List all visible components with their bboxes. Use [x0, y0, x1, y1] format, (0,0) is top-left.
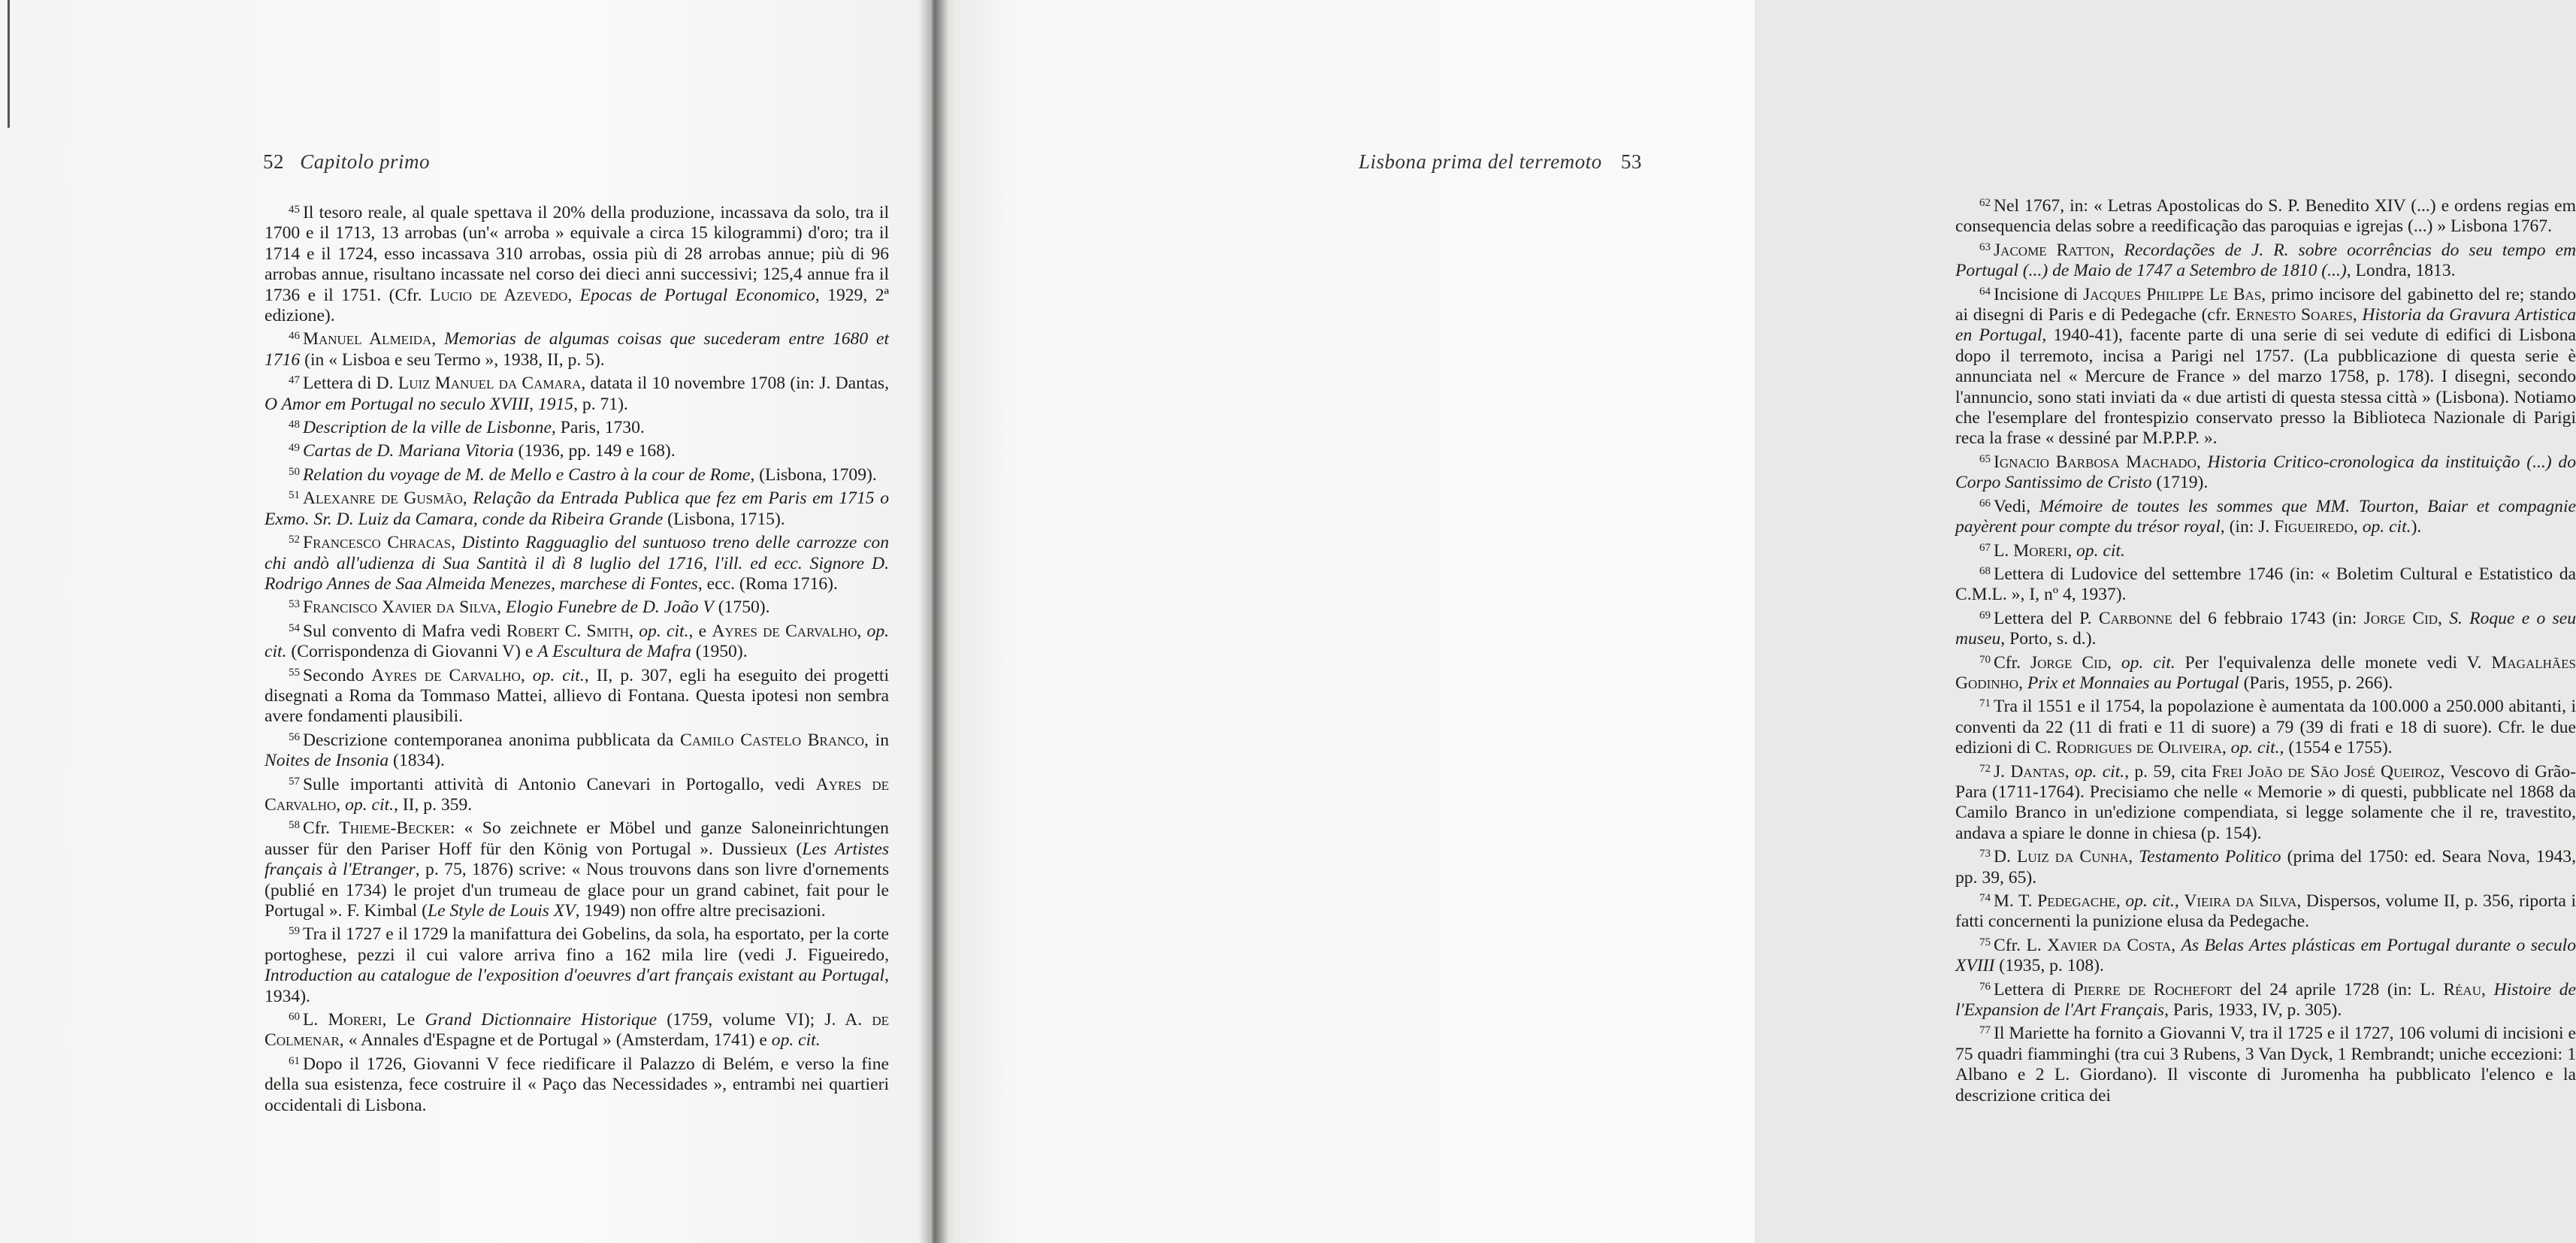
footnote [265, 618, 889, 663]
footnote-number: 71 [1979, 697, 1991, 710]
footnote-number: 52 [289, 534, 300, 546]
footnote [1955, 606, 2576, 650]
footnote-text: , 1940-41), facente parte di una serie di sei vedute di edifici di Lisbona dopo il terremoto, incisa a Parigi nel 1757. (La pubblicazione di questa serie è annunciata nel « Mercure de France » del marzo 1758, p. 178). I disegni, secondo l'annuncio, sono stati inviati da « due artisti di questa stessa città » (Lisbona). Notiamo che l'esemplare del frontespizio conservato presso la Biblioteca Nazionale di Parigi reca la frase « dessiné par M.P.P.P. ». [1955, 325, 2576, 449]
author-name: Jacques Philippe Le Bas [2083, 284, 2262, 304]
footnote [1955, 282, 2576, 449]
footnote-text: (1719). [2151, 473, 2209, 493]
footnote-text: , [462, 488, 473, 509]
footnote [265, 663, 889, 727]
footnote-number: 60 [289, 1011, 300, 1024]
footnote-text: , [2109, 240, 2124, 260]
footnote-text: (Paris, 1955, p. 266). [2239, 673, 2393, 693]
work-title: Noites de Insonia [265, 751, 389, 771]
author-name: Lucio de Azevedo [430, 285, 568, 305]
footnote-text: , [451, 533, 462, 553]
author-name: Moreri [328, 1010, 382, 1030]
footnote-text: , [629, 621, 639, 641]
footnote [265, 921, 889, 1007]
footnote-text: Secondo [303, 665, 372, 685]
footnote [1955, 494, 2576, 538]
footnote-number: 49 [289, 442, 300, 455]
footnote-text: Incisione di [1994, 284, 2084, 304]
footnote [265, 727, 889, 772]
author-name: Pedegache [2037, 891, 2116, 911]
work-title: op. cit. [265, 621, 890, 662]
work-title: Introduction au catalogue de l'exposition d'oeuvres d'art français existant au Portugal [265, 966, 885, 986]
footnote-text: , 1949) non offre altre precisazioni. [575, 901, 826, 921]
footnote-number: 48 [289, 419, 300, 431]
author-name: Ernesto Soares [2235, 305, 2353, 325]
work-title: Cartas de D. Mariana Vitoria [303, 441, 514, 461]
author-name: Thieme-Becker [339, 818, 450, 839]
footnote-text: , [2438, 608, 2450, 628]
author-name: Luiz da Cunha [2017, 847, 2129, 867]
footnote-text: Nel 1767, in: « Letras Apostolicas do S. P. Benedito XIV (...) e ordens regias em consequencia delas sobre a reedificação das paroquias e igrejas (...) » Lisbona 1767. [1955, 196, 2576, 237]
footnote-number: 55 [289, 666, 300, 679]
footnote-number: 76 [1979, 980, 1991, 993]
work-title: S. Roque e o seu museu [1955, 608, 2576, 649]
footnote-number: 65 [1979, 452, 1991, 465]
footnote [265, 1051, 889, 1116]
work-title: op. cit. [2125, 891, 2175, 911]
chapter-title: Capitolo primo [300, 150, 431, 173]
work-title: Recordações de J. R. sobre ocorrências do seu tempo em Portugal (...) de Maio de 1747 a Setembro de 1810 (...) [1955, 240, 2576, 281]
book-gutter [918, 0, 948, 1243]
author-name: Luiz Manuel da Camara [398, 374, 582, 394]
author-name: Robert C. Smith [506, 621, 630, 641]
footnote-text: , Vescovo di Grão-Para (1711-1764). Precisiamo che nelle « Memorie » di questi, pubblicate nel 1868 da Camilo Branco in un'edizione compendiata, si legge solamente che il re, travestito, andava a spiare le donne in chiesa (p. 154). [1955, 761, 2576, 843]
footnote-text: , [2174, 891, 2184, 911]
work-title: op. cit. [771, 1030, 821, 1051]
footnote-text: , p. 75, 1876) scrive: « Nous trouvons dans son livre d'ornements (publié en 1734) le projet d'un trumeau de glace pour un grand cabinet, fait pour le Portugal ». F. Kimbal ( [265, 860, 889, 921]
footnote-number: 45 [289, 204, 300, 216]
footnote [1955, 977, 2576, 1021]
footnote [265, 462, 889, 485]
work-title: Prix et Monnaies au Portugal [2027, 673, 2239, 693]
footnote-text: Sul convento di Mafra vedi [303, 621, 506, 641]
footnote-text: , [2067, 540, 2076, 561]
footnote-text: , Londra, 1813. [2346, 261, 2456, 281]
work-title: op. cit. [639, 621, 689, 641]
author-name: Jorge Cid [2363, 608, 2438, 628]
footnote-number: 74 [1979, 892, 1991, 904]
footnote-number: 63 [1979, 240, 1991, 253]
footnote-number: 68 [1979, 564, 1991, 577]
work-title: Memorias de algumas coisas que sucederam entre 1680 et 1716 [265, 329, 890, 370]
footnote [1955, 1021, 2576, 1106]
footnote [1955, 237, 2576, 282]
footnote-text: , [2128, 847, 2139, 867]
footnote [1955, 561, 2576, 606]
author-name: Francesco Chracas [303, 533, 452, 553]
footnote-number: 53 [289, 598, 300, 611]
footnote-text: del 6 febbraio 1743 (in: [2172, 608, 2364, 628]
work-title: op. cit. [2076, 540, 2125, 561]
footnote-text: Tra il 1727 e il 1729 la manifattura dei Gobelins, da sola, ha esportato, per la corte portoghese, pezzi il cui valore arriva fino a 162 mila lire (vedi J. Figueiredo, [265, 924, 889, 965]
footnote-text: , p. 59, cita [2124, 761, 2212, 782]
footnote-text: , [2353, 517, 2363, 537]
footnote-text: , [336, 794, 346, 815]
footnote-number: 70 [1979, 653, 1991, 666]
footnote-number: 69 [1979, 609, 1991, 622]
footnote-text: , Paris, 1730. [551, 418, 645, 438]
footnote [265, 370, 889, 415]
work-title: op. cit. [2230, 738, 2280, 758]
author-name: Moreri [2013, 540, 2068, 561]
footnote-text: , [2064, 761, 2075, 782]
footnote-text: (prima del 1750: ed. Seara Nova, 1943, pp. 39, 65). [1955, 847, 2576, 888]
footnote-text: , [497, 597, 506, 618]
footnote-text: , [2481, 979, 2494, 1000]
author-name: Carbonne [2098, 608, 2172, 628]
footnote [265, 438, 889, 461]
footnote-number: 59 [289, 925, 300, 938]
footnote-text: , e [688, 621, 712, 641]
footnote-text: (Lisbona, 1715). [663, 509, 785, 529]
footnote-text: , ecc. (Roma 1716). [697, 573, 838, 594]
author-name: Figueiredo [2274, 517, 2354, 537]
footnote-text: , [2196, 452, 2208, 472]
work-title: Histoire de l'Expansion de l'Art Français [1955, 979, 2576, 1021]
footnote-text: del 24 aprile 1728 (in: L. [2232, 979, 2444, 1000]
footnote-text: , [857, 621, 867, 641]
work-title: O Amor em Portugal no seculo XVIII, 1915 [265, 394, 574, 414]
footnote-text: , Dispersos, volume II, p. 356, riporta i fatti concernenti la punizione elusa da Pedegache. [1955, 891, 2576, 932]
page-number: 53 [1621, 150, 1642, 173]
author-name: Ayres de Carvalho [371, 665, 521, 685]
footnote [1955, 933, 2576, 977]
footnote-text: Vedi, [1994, 496, 2039, 516]
work-title: Description de la ville de Lisbonne [303, 418, 552, 438]
footnote [265, 815, 889, 921]
footnote-text: Descrizione contemporanea anonima pubblicata da [303, 730, 681, 750]
footnote-text: , [2221, 738, 2231, 758]
footnote [265, 1007, 889, 1051]
section-title: Lisbona prima del terremoto [1359, 150, 1602, 173]
footnote-text: J. [1994, 761, 2011, 782]
work-title: Historia Critico-cronologica da instituição (...) do Corpo Santissimo de Cristo [1955, 452, 2576, 493]
footnote [265, 485, 889, 530]
footnote-number: 58 [289, 819, 300, 832]
footnote-text: , (in: J. [2220, 517, 2275, 537]
footnote-text: , [2115, 891, 2126, 911]
footnote-text: M. T. [1994, 891, 2038, 911]
work-title: op. cit. [532, 665, 585, 685]
work-title: Les Artistes français à l'Etranger [265, 839, 890, 880]
work-title: Epocas de Portugal Economico [579, 285, 815, 305]
author-name: Réau [2443, 979, 2481, 1000]
footnote-text: (1936, pp. 149 e 168). [513, 441, 676, 461]
footnote [265, 415, 889, 438]
footnote-text: L. [303, 1010, 328, 1030]
footnote-text: (1935, p. 108). [1994, 956, 2104, 976]
footnote [1955, 694, 2576, 758]
footnote-text: (1759, volume VI); J. A. [657, 1010, 872, 1030]
footnote-text: Lettera di Ludovice del settembre 1746 (in: « Boletim Cultural e Estatistico da C.M.L. », I, nº 4, 1937). [1955, 564, 2576, 605]
work-title: A Escultura de Mafra [537, 642, 691, 662]
page-edge-mark [8, 0, 10, 128]
author-name: Ayres de Carvalho [712, 621, 857, 641]
footnote-number: 72 [1979, 762, 1991, 775]
footnote-text: (1950). [691, 642, 748, 662]
author-name: Jacome Ratton [1994, 240, 2110, 260]
author-name: Jorge Cid [2030, 652, 2108, 673]
footnote-text: L. [1994, 540, 2014, 561]
footnote-text: , p. 71). [573, 394, 628, 414]
footnote [1955, 650, 2576, 694]
footnote-text: , (Lisbona, 1709). [750, 464, 877, 485]
footnote [265, 772, 889, 816]
footnote-text: Lettera di [1994, 979, 2074, 1000]
footnote-number: 73 [1979, 848, 1991, 860]
footnote-number: 50 [289, 465, 300, 478]
author-name: Alexanre de Gusmão [303, 488, 463, 509]
footnote-number: 61 [289, 1054, 300, 1067]
footnote-text: Lettera del P. [1994, 608, 2099, 628]
footnote-text: (1750). [713, 597, 770, 618]
footnote [1955, 888, 2576, 933]
footnote-text: , 1929, 2ª edizione). [265, 285, 889, 326]
footnote-text: , [2107, 652, 2121, 673]
footnote-text: , [2171, 935, 2181, 955]
footnote-number: 67 [1979, 541, 1991, 554]
footnote-text: Lettera di D. [303, 374, 398, 394]
footnote-number: 46 [289, 330, 300, 343]
footnote-text: , Paris, 1933, IV, p. 305). [2164, 1000, 2342, 1021]
author-name: Camilo Castelo Branco [680, 730, 865, 750]
author-name: Francisco Xavier da Silva [303, 597, 497, 618]
footnote-text: , datata il 10 novembre 1708 (in: J. Dantas, [581, 374, 890, 394]
left-page [0, 0, 932, 1243]
right-running-head [1359, 150, 1642, 174]
footnote-text: Cfr. L. [1994, 935, 2048, 955]
left-footnotes [265, 200, 889, 1116]
footnote-text: D. [1994, 847, 2017, 867]
right-footnotes [1955, 193, 2576, 1106]
footnote-text: , II, p. 307, egli ha eseguito dei progetti disegnati a Roma da Tommaso Mattei, allievo di Fontana. Questa ipotesi non sembra avere fondamenti plausibili. [265, 665, 890, 727]
work-title: Mémoire de toutes les sommes que MM. Tourton, Baiar et compagnie payèrent pour compte du trésor royal [1955, 496, 2576, 537]
footnote-text: , in [864, 730, 889, 750]
footnote [1955, 844, 2576, 888]
work-title: Le Style de Louis XV [428, 901, 576, 921]
footnote-text: Cfr. [1994, 652, 2030, 673]
footnote-number: 62 [1979, 197, 1991, 209]
footnote [265, 200, 889, 326]
footnote-text: , Le [382, 1010, 425, 1030]
footnote-number: 64 [1979, 285, 1991, 298]
footnote [265, 326, 889, 370]
footnote-text: , Porto, s. d.). [2000, 629, 2097, 649]
work-title: op. cit. [2362, 517, 2411, 537]
footnote [1955, 193, 2576, 237]
author-name: Ayres de Carvalho [265, 774, 889, 815]
footnote-number: 75 [1979, 936, 1991, 948]
work-title: Grand Dictionnaire Historique [425, 1010, 658, 1030]
author-name: Rodrigues de Oliveira [2055, 738, 2222, 758]
work-title: Relation du voyage de M. de Mello e Castro à la cour de Rome [303, 464, 751, 485]
footnote-number: 51 [289, 489, 300, 502]
footnote-text: : « So zeichnete er Möbel und ganze Saloneinrichtungen ausser für den Pariser Hoff für den König von Portugal ». Dussieux ( [265, 818, 889, 859]
author-name: de Colmenar [265, 1010, 889, 1051]
footnote [1955, 759, 2576, 845]
footnote-text: ). [2411, 517, 2422, 537]
author-name: Dantas [2010, 761, 2065, 782]
work-title: As Belas Artes plásticas em Portugal durante o seculo XVIII [1955, 935, 2576, 976]
footnote-number: 47 [289, 374, 300, 387]
work-title: Elogio Funebre de D. João V [505, 597, 714, 618]
author-name: Magalhães Godinho [1955, 652, 2576, 693]
footnote-text: Per l'equivalenza delle monete vedi V. [2175, 652, 2492, 673]
footnote [265, 530, 889, 594]
author-name: Vieira da Silva [2184, 891, 2297, 911]
work-title: op. cit. [2074, 761, 2125, 782]
footnote-text: Sulle importanti attività di Antonio Canevari in Portogallo, vedi [303, 774, 816, 794]
work-title: Relação da Entrada Publica que fez em Paris em 1715 o Exmo. Sr. D. Luiz da Camara, conde da Ribeira Grande [265, 488, 890, 529]
left-running-head [263, 150, 430, 174]
author-name: Pierre de Rochefort [2073, 979, 2233, 1000]
work-title: op. cit. [2121, 652, 2175, 673]
author-name: Ignacio Barbosa Machado [1994, 452, 2197, 472]
footnote-number: 77 [1979, 1024, 1991, 1037]
footnote-text: , [2018, 673, 2027, 693]
right-page [932, 0, 2576, 1243]
footnote-number: 54 [289, 622, 300, 634]
footnote [1955, 538, 2576, 561]
footnote-text: , [520, 665, 533, 685]
footnote-text: , [431, 329, 445, 349]
footnote-number: 57 [289, 775, 300, 788]
footnote-text: (1834). [389, 751, 445, 771]
footnote-text: (in « Lisboa e seu Termo », 1938, II, p. 5). [300, 349, 605, 370]
work-title: Historia da Gravura Artistica en Portugal [1955, 305, 2576, 346]
footnote [265, 594, 889, 618]
footnote-text: Tra il 1551 e il 1754, la popolazione è aumentata da 100.000 a 250.000 abitanti, i conventi da 22 (11 di frati e 11 di suore) a 79 (39 di frati e 18 di suore). Cfr. le due edizioni di C. [1955, 697, 2576, 758]
work-title: Testamento Politico [2139, 847, 2281, 867]
work-title: Distinto Ragguaglio del suntuoso treno delle carrozze con chi andò all'udienza di Sua Santità il dì 8 luglio del 1716, l'ill. ed ecc. Signore D. Rodrigo Annes de Saa Almeida Menezes, marchese di Fontes [265, 533, 890, 594]
footnote-text: Dopo il 1726, Giovanni V fece riedificare il Palazzo di Belém, e verso la fine della sua esistenza, fece costruire il « Paço das Necessidades », entrambi nei quartieri occidentali di Lisbona. [265, 1054, 889, 1115]
work-title: op. cit. [345, 794, 394, 815]
footnote-text: Cfr. [303, 818, 340, 839]
footnote-text: , [2352, 305, 2363, 325]
footnote-text: Il Mariette ha fornito a Giovanni V, tra il 1725 e il 1727, 106 volumi di incisioni e 75 quadri fiamminghi (tra cui 3 Rubens, 3 Van Dyck, 1 Rembrandt; uniche eccezioni: 1 Albano e 2 L. Giordano). Il visconte di Juromenha ha pubblicato l'elenco e la descrizione critica dei [1955, 1024, 2576, 1105]
footnote-text: , 1934). [265, 966, 889, 1006]
footnote-text: , II, p. 359. [393, 794, 473, 815]
author-name: Xavier da Costa [2047, 935, 2172, 955]
footnote [1955, 449, 2576, 494]
footnote-number: 66 [1979, 497, 1991, 510]
page-number: 52 [263, 150, 284, 173]
footnote-text: , primo incisore del gabinetto del re; stando ai disegni di Paris e di Pedegache (cfr. [1955, 284, 2576, 325]
footnote-number: 56 [289, 730, 300, 743]
author-name: Frei João de São José Queiroz [2212, 761, 2441, 782]
footnote-text: , « Annales d'Espagne et de Portugal » (Amsterdam, 1741) e [339, 1030, 772, 1051]
footnote-text: , [567, 285, 580, 305]
footnote-text: (Corrispondenza di Giovanni V) e [286, 642, 538, 662]
author-name: Manuel Almeida [303, 329, 432, 349]
footnote-text: , (1554 e 1755). [2279, 738, 2393, 758]
footnote-text: Il tesoro reale, al quale spettava il 20% della produzione, incassava da solo, tra il 1700 e il 1713, 13 arrobas (un'« arroba » equivale a circa 15 kilogrammi) d'oro; tra il 1714 e il 1724, esso incassava 310 arrobas, ossia più di 28 arrobas annue; più di 96 arrobas annue, risultano incassate nel corso dei dieci anni successivi; 125,4 annue fra il 1736 e il 1751. (Cfr. [265, 203, 889, 305]
